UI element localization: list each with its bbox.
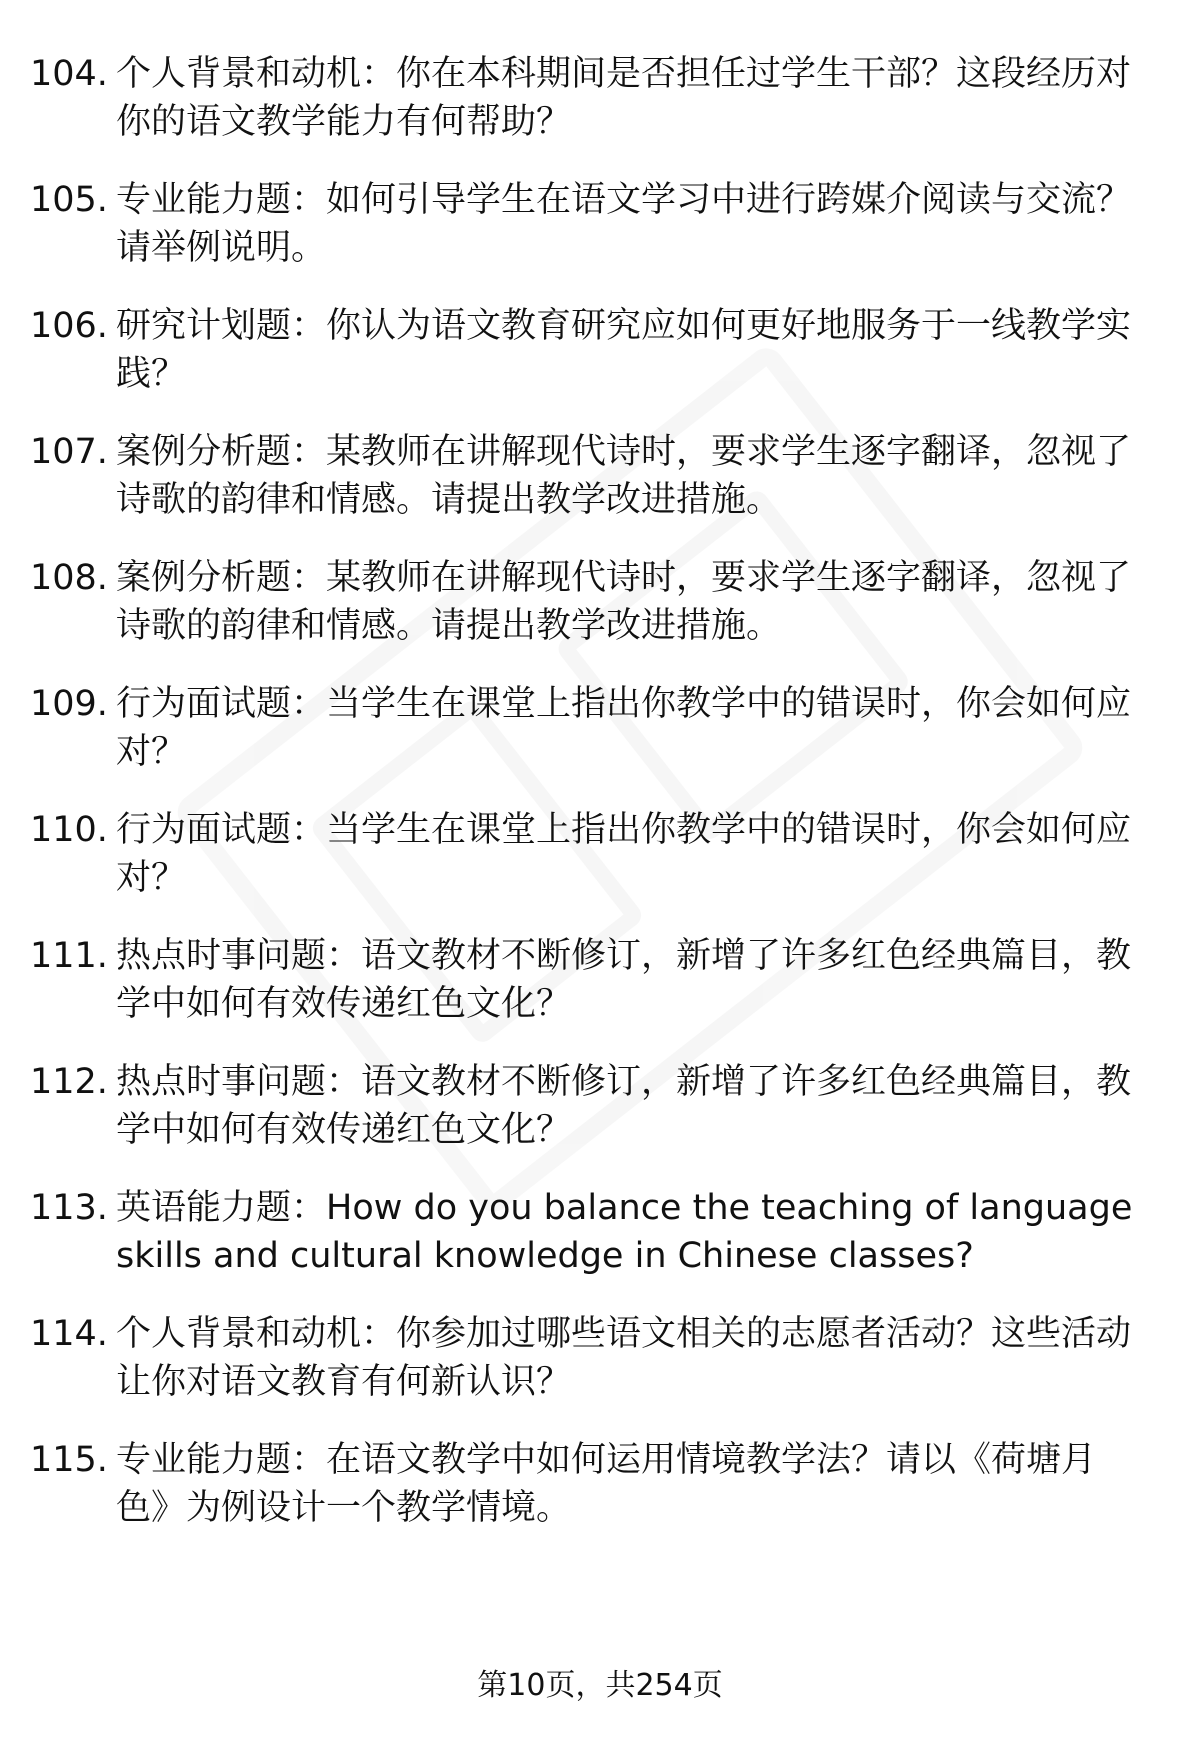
question-number: 110.: [30, 810, 108, 850]
question-text: 行为面试题：当学生在课堂上指出你教学中的错误时，你会如何应对？: [116, 684, 1132, 772]
question-text: 个人背景和动机：你在本科期间是否担任过学生干部？这段经历对你的语文教学能力有何帮助？: [116, 54, 1132, 142]
question-number: 104.: [30, 54, 108, 94]
question-text: 专业能力题：在语文教学中如何运用情境教学法？请以《荷塘月色》为例设计一个教学情境。: [116, 1440, 1097, 1528]
question-item: [30, 428, 1140, 524]
question-number: 107.: [30, 432, 108, 472]
question-number: 105.: [30, 180, 108, 220]
question-number: 108.: [30, 558, 108, 598]
question-number: 106.: [30, 306, 108, 346]
question-text: 热点时事问题：语文教材不断修订，新增了许多红色经典篇目，教学中如何有效传递红色文化？: [116, 936, 1132, 1024]
question-text: 专业能力题：如何引导学生在语文学习中进行跨媒介阅读与交流？请举例说明。: [116, 180, 1132, 268]
question-item: [30, 176, 1140, 272]
question-item: [30, 50, 1140, 146]
question-number: 115.: [30, 1440, 108, 1480]
page-footer: 第10页，共254页: [477, 1668, 723, 1703]
question-item: [30, 302, 1140, 398]
question-text: 热点时事问题：语文教材不断修订，新增了许多红色经典篇目，教学中如何有效传递红色文化？: [116, 1062, 1132, 1150]
question-list: [30, 50, 1140, 1562]
question-item: [30, 554, 1140, 650]
question-text: 行为面试题：当学生在课堂上指出你教学中的错误时，你会如何应对？: [116, 810, 1132, 898]
question-text: 案例分析题：某教师在讲解现代诗时，要求学生逐字翻译，忽视了诗歌的韵律和情感。请提出教学改进措施。: [116, 558, 1132, 646]
question-item: [30, 1058, 1140, 1154]
question-item: [30, 806, 1140, 902]
question-text: 研究计划题：你认为语文教育研究应如何更好地服务于一线教学实践？: [116, 306, 1132, 394]
question-item: [30, 1436, 1140, 1532]
question-number: 112.: [30, 1062, 108, 1102]
question-text: 英语能力题：How do you balance the teaching of language skills and cultural knowledge in Chinese classes?: [116, 1188, 1133, 1276]
question-item: [30, 1184, 1140, 1280]
question-text: 个人背景和动机：你参加过哪些语文相关的志愿者活动？这些活动让你对语文教育有何新认识？: [116, 1314, 1132, 1402]
question-number: 114.: [30, 1314, 108, 1354]
question-item: [30, 1310, 1140, 1406]
question-number: 109.: [30, 684, 108, 724]
question-number: 113.: [30, 1188, 108, 1228]
question-item: [30, 932, 1140, 1028]
question-text: 案例分析题：某教师在讲解现代诗时，要求学生逐字翻译，忽视了诗歌的韵律和情感。请提出教学改进措施。: [116, 432, 1132, 520]
question-number: 111.: [30, 936, 108, 976]
question-item: [30, 680, 1140, 776]
